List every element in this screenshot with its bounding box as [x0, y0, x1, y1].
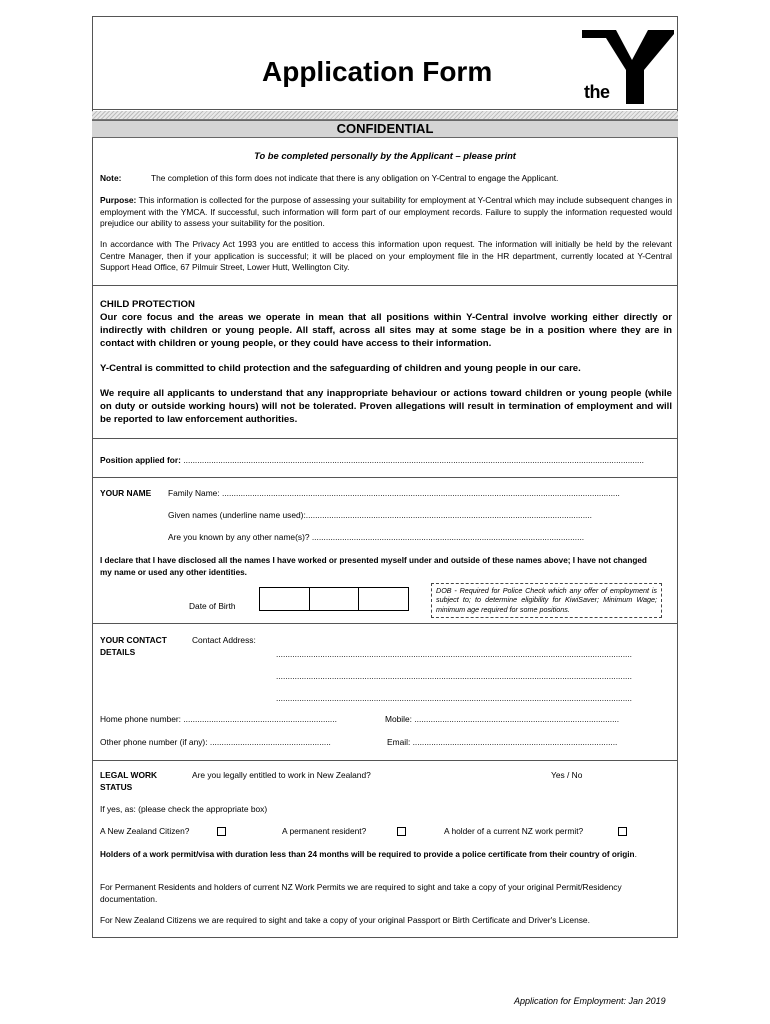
- hatched-band: [92, 111, 678, 120]
- yes-no-choice[interactable]: Yes / No: [551, 770, 583, 780]
- divider: [92, 285, 678, 286]
- resident-checkbox[interactable]: [397, 827, 406, 836]
- your-name-heading: YOUR NAME: [100, 488, 152, 498]
- mobile-field[interactable]: ........................................................................................: [414, 714, 620, 724]
- other-names-row: [168, 532, 658, 544]
- home-phone-row: [100, 714, 337, 726]
- given-names-row: [168, 510, 658, 522]
- legal-heading-2: STATUS: [100, 782, 133, 792]
- footer-text: Application for Employment: Jan 2019: [514, 996, 666, 1006]
- privacy-paragraph: In accordance with The Privacy Act 1993 you are entitled to access this information upon request. The information will initially be held by the relevant Centre Manager, then if your application is successful; it will be placed on your employment file in the HR department, currently located at Y-Central Support Head Office, 67 Pilmuir Street, Lower Hutt, Wellington City.: [100, 239, 672, 273]
- form-title: Application Form: [262, 56, 493, 87]
- other-phone-row: [100, 737, 331, 749]
- note-text: The completion of this form does not indicate that there is any obligation on Y-Central to engage the Applicant.: [151, 173, 559, 183]
- divider: [92, 623, 678, 624]
- family-name-field[interactable]: ...........................................................................................................................................................................: [221, 488, 620, 498]
- legal-heading-1: LEGAL WORK: [100, 770, 158, 780]
- mobile-label: Mobile:: [385, 714, 412, 724]
- child-protection-heading: CHILD PROTECTION: [100, 299, 195, 310]
- contact-heading-1: YOUR CONTACT: [100, 635, 167, 645]
- child-protection-para3: We require all applicants to understand that any inappropriate behaviour or actions toward children or young people (while on duty or outside working hours) will not be tolerated. Proven allegations will result in termination of employment and will be reported to law enforcement authorities.: [100, 388, 672, 425]
- resident-label: A permanent resident?: [282, 826, 367, 836]
- dob-note: DOB - Required for Police Check which any offer of employment is subject to; to determine eligibility for KiwiSaver; Minimum Wage; minimum age required for some positions.: [431, 583, 662, 618]
- other-phone-label: Other phone number (if any):: [100, 737, 208, 747]
- address-line-2[interactable]: .........................................................................................................................................................: [276, 671, 633, 681]
- purpose-label: Purpose:: [100, 195, 137, 205]
- email-label: Email:: [387, 737, 411, 747]
- if-yes-text: If yes, as: (please check the appropriate box): [100, 804, 268, 814]
- dob-month-cell[interactable]: [310, 588, 360, 610]
- confidential-banner: CONFIDENTIAL: [92, 120, 678, 138]
- contact-heading-2: DETAILS: [100, 647, 136, 657]
- given-names-field[interactable]: ...........................................................................................................................: [305, 510, 592, 520]
- other-phone-field[interactable]: ....................................................: [209, 737, 331, 747]
- work-permit-label: A holder of a current NZ work permit?: [444, 826, 584, 836]
- dob-year-cell[interactable]: [359, 588, 408, 610]
- divider: [92, 760, 678, 761]
- email-row: [387, 737, 652, 749]
- legal-question: Are you legally entitled to work in New Zealand?: [192, 770, 371, 780]
- note-label: Note:: [100, 173, 122, 183]
- child-protection-para1: Our core focus and the areas we operate in mean that all positions within Y-Central involve working either directly or indirectly with children or young people. All staff, across all sites may at some stage be in a position where they are in contact with children or young people, or they could have access to their information.: [100, 312, 672, 349]
- position-label: Position applied for:: [100, 455, 181, 465]
- divider: [92, 438, 678, 439]
- logo-text: the: [584, 82, 610, 102]
- position-row: [100, 455, 644, 467]
- address-line-1[interactable]: .........................................................................................................................................................: [276, 649, 633, 659]
- permit-note: [100, 849, 660, 861]
- child-protection-para2: Y-Central is committed to child protection and the safeguarding of children and young people in our care.: [100, 363, 581, 374]
- names-declaration: I declare that I have disclosed all the names I have worked or presented myself under and outside of these names above; I have not changed my name or used any other identities.: [100, 556, 647, 577]
- given-names-label: Given names (underline name used):: [168, 510, 306, 520]
- dob-label: Date of Birth: [189, 601, 236, 611]
- family-name-row: [168, 488, 658, 500]
- contact-address-label: Contact Address:: [192, 635, 256, 645]
- family-name-label: Family Name:: [168, 488, 220, 498]
- dob-input[interactable]: [259, 587, 409, 611]
- purpose-text: This information is collected for the purpose of assessing your suitability for employment at Y-Central which may include subsequent changes in employment with the YMCA. If successful, such information will form part of our employment records. Failure to supply the information requested would prejudice our ability to assess your suitability for the position.: [100, 195, 672, 229]
- purpose-paragraph: [100, 195, 672, 230]
- work-permit-checkbox[interactable]: [618, 827, 627, 836]
- citizen-checkbox[interactable]: [217, 827, 226, 836]
- position-field[interactable]: ......................................................................................................................................................................................................: [183, 455, 645, 465]
- permit-note-period: .: [634, 850, 637, 859]
- citizen-label: A New Zealand Citizen?: [100, 826, 190, 836]
- email-field[interactable]: ........................................................................................: [412, 737, 618, 747]
- instruction-line: To be completed personally by the Applicant – please print: [254, 150, 516, 161]
- dob-day-cell[interactable]: [260, 588, 310, 610]
- divider: [92, 477, 678, 478]
- address-line-3[interactable]: .........................................................................................................................................................: [276, 693, 633, 703]
- citizens-note: For New Zealand Citizens we are required to sight and take a copy of your original Passport or Birth Certificate and Driver's License.: [100, 915, 590, 925]
- other-names-field[interactable]: .....................................................................................................................: [311, 532, 585, 542]
- home-phone-label: Home phone number:: [100, 714, 182, 724]
- mobile-row: [385, 714, 650, 726]
- residents-note: For Permanent Residents and holders of current NZ Work Permits we are required to sight and take a copy of your original Permit/Residency documentation.: [100, 882, 622, 904]
- home-phone-field[interactable]: ..................................................................: [183, 714, 337, 724]
- permit-note-text: Holders of a work permit/visa with duration less than 24 months will be required to provide a police certificate from their country of origin: [100, 850, 635, 859]
- other-names-label: Are you known by any other name(s)?: [168, 532, 310, 542]
